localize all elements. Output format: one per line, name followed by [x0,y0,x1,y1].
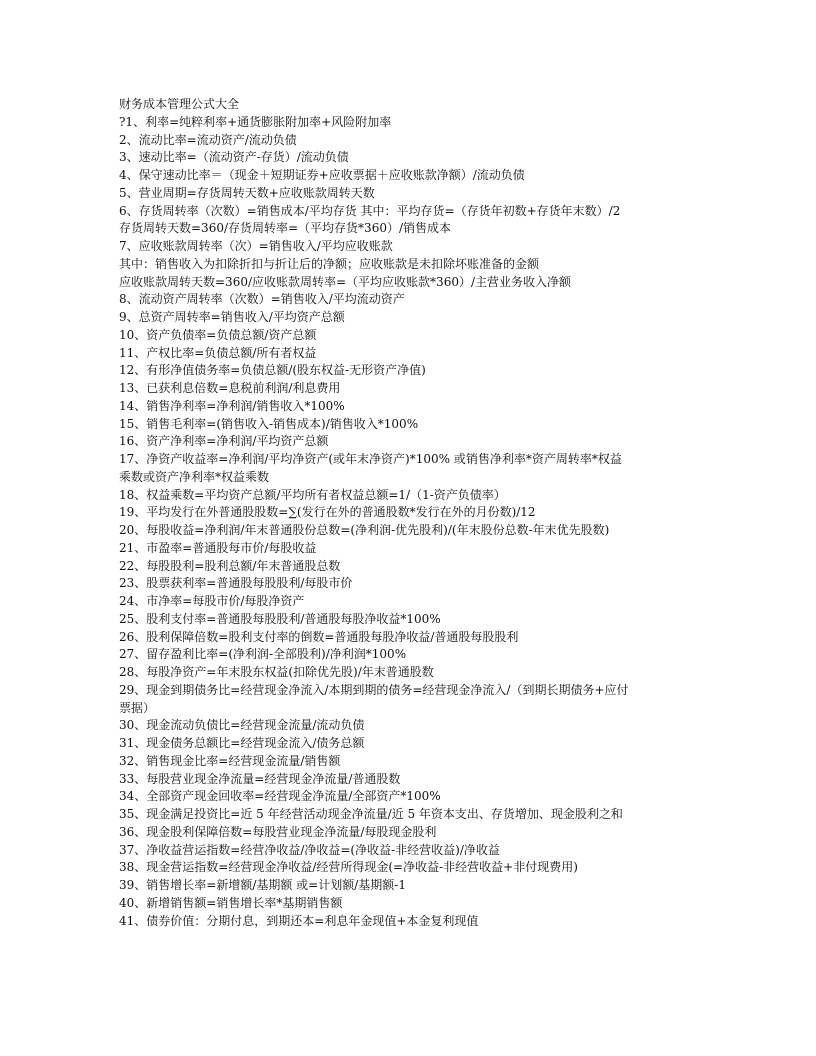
formula-line: 33、每股营业现金净流量=经营现金净流量/普通股数 [119,771,401,786]
formula-line: 26、股利保障倍数=股利支付率的倒数=普通股每股净收益/普通股每股股利 [119,629,519,644]
formula-line: 36、现金股利保障倍数=每股营业现金净流量/每股现金股利 [119,824,437,839]
formula-line: 9、总资产周转率=销售收入/平均资产总额 [119,310,345,324]
formula-line: 16、资产净利率=净利润/平均资产总额 [119,434,329,449]
formula-line: 其中：销售收入为扣除折扣与折让后的净额；应收账款是未扣除坏账准备的金额 [119,256,540,271]
formula-line: 34、全部资产现金回收率=经营现金净流量/全部资产*100% [119,789,441,804]
formula-line: 41、债券价值：分期付息，到期还本=利息年金现值+本金复利现值 [119,913,479,928]
formula-line: 7、应收账款周转率（次）=销售收入/平均应收账款 [119,239,393,253]
formula-line: 6、存货周转率（次数）=销售成本/平均存货 其中：平均存货=（存货年初数+存货年末数）/2 [119,203,621,218]
formula-line: ?1、利率=纯粹利率+通货膨胀附加率+风险附加率 [119,114,392,129]
formula-line: 11、产权比率=负债总额/所有者权益 [119,345,317,360]
formula-line: 13、已获利息倍数=息税前利润/利息费用 [119,381,341,395]
formula-line: 29、现金到期债务比=经营现金净流入/本期到期的债务=经营现金净流入/（到期长期债务+应付 [119,682,629,697]
formula-line: 22、每股股利=股利总额/年末普通股总数 [119,558,341,573]
formula-line: 38、现金营运指数=经营现金净收益/经营所得现金(=净收益-非经营收益+非付现费用) [119,860,578,875]
formula-line: 40、新增销售额=销售增长率*基期销售额 [119,895,343,910]
formula-line: 乘数或资产净利率*权益乘数 [119,469,270,484]
formula-line: 3、速动比率=（流动资产-存货）/流动负债 [119,150,349,165]
formula-line: 37、净收益营运指数=经营净收益/净收益=(净收益-非经营收益)/净收益 [119,842,500,857]
formula-line: 39、销售增长率=新增额/基期额 或=计划额/基期额-1 [119,878,406,892]
formula-list [119,114,705,931]
formula-line: 15、销售毛利率=(销售收入-销售成本)/销售收入*100% [119,416,419,431]
formula-line: 35、现金满足投资比=近 5 年经营活动现金净流量/近 5 年资本支出、存货增加、现金股利之和 [119,807,623,821]
formula-line: 票据） [119,700,156,715]
formula-line: 4、保守速动比率＝（现金＋短期证券+应收票据＋应收账款净额）/流动负债 [119,168,525,182]
document-body [119,96,705,930]
formula-line: 8、流动资产周转率（次数）=销售收入/平均流动资产 [119,292,405,307]
formula-line: 5、营业周期=存货周转天数+应收账款周转天数 [119,185,375,200]
formula-line: 27、留存盈利比率=(净利润-全部股利)/净利润*100% [119,647,407,662]
formula-line: 20、每股收益=净利润/年末普通股份总数=(净利润-优先股利)/(年末股份总数-年末优先股数) [119,523,610,537]
formula-line: 28、每股净资产=年末股东权益(扣除优先股)/年末普通股数 [119,665,434,679]
document-title: 财务成本管理公式大全 [119,97,240,111]
formula-line: 2、流动比率=流动资产/流动负债 [119,132,297,147]
formula-line: 30、现金流动负债比=经营现金流量/流动负债 [119,718,365,733]
formula-line: 19、平均发行在外普通股股数=∑(发行在外的普通股数*发行在外的月份数)/12 [119,505,536,520]
formula-line: 17、净资产收益率=净利润/平均净资产(或年末净资产)*100% 或销售净利率*资产周转率*权益 [119,452,622,466]
formula-line: 31、现金债务总额比=经营现金流入/债务总额 [119,736,365,750]
formula-line: 存货周转天数=360/存货周转率=（平均存货*360）/销售成本 [119,221,452,236]
formula-line: 14、销售净利率=净利润/销售收入*100% [119,398,345,413]
formula-line: 21、市盈率=普通股每市价/每股收益 [119,540,317,555]
formula-line: 25、股利支付率=普通股每股股利/普通股每股净收益*100% [119,611,441,626]
formula-line: 24、市净率=每股市价/每股净资产 [119,594,305,608]
formula-line: 10、资产负债率=负债总额/资产总额 [119,327,317,342]
formula-line: 32、销售现金比率=经营现金流量/销售额 [119,753,341,768]
formula-line: 23、股票获利率=普通股每股股利/每股市价 [119,576,353,591]
formula-line: 18、权益乘数=平均资产总额/平均所有者权益总额=1/（1-资产负债率） [119,487,506,502]
formula-line: 12、有形净值债务率=负债总额/(股东权益-无形资产净值) [119,363,426,378]
formula-line: 应收账款周转天数=360/应收账款周转率=（平均应收账款*360）/主营业务收入净额 [119,274,572,289]
